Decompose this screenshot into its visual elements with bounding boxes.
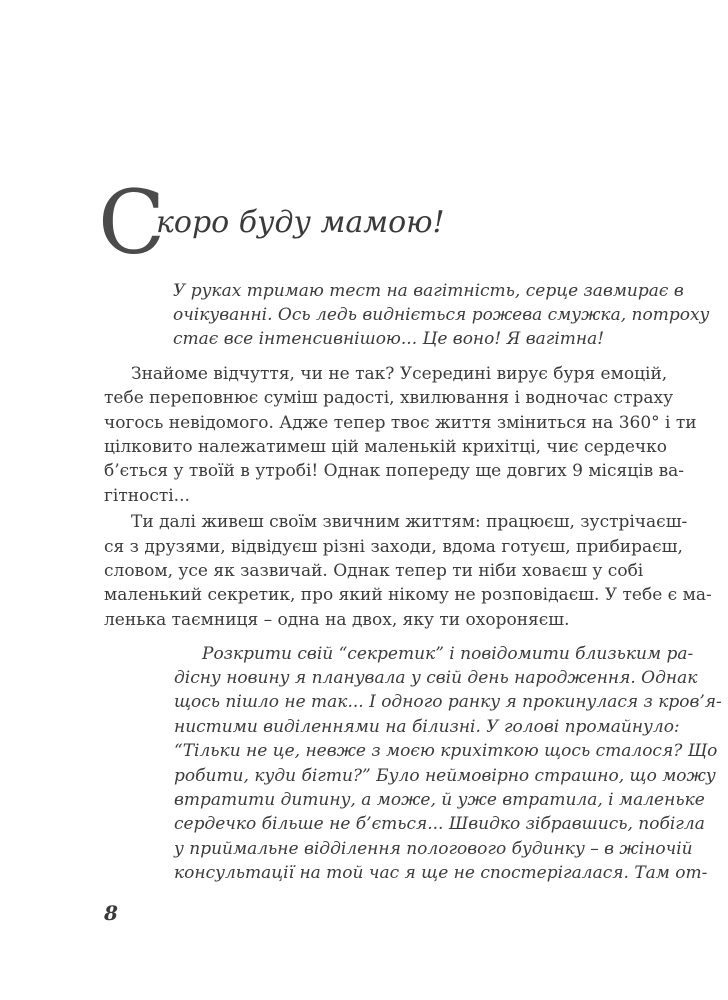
paragraph-line: Знайоме відчуття, чи не так? Усередині вирує буря емоцій, xyxy=(131,364,668,384)
paragraph-line: б’ється у твоїй в утробі! Однак попереду ще довгих 9 місяців ва- xyxy=(104,461,685,481)
paragraph-line: маленький секретик, про який нікому не розповідаєш. У тебе є ма- xyxy=(104,585,712,605)
chapter-heading xyxy=(98,171,618,274)
quote-line: сердечко більше не б’ється... Швидко зібравшись, побігла xyxy=(174,814,705,834)
quote-line: робити, куди бігти?” Було неймовірно страшно, що можу xyxy=(174,766,716,786)
quote-line: нистими виділеннями на білизні. У голові промайнуло: xyxy=(174,717,680,737)
heading-drop-cap: С xyxy=(98,171,166,274)
quote-line: втратити дитину, а може, й уже втратила, і маленьке xyxy=(174,790,705,810)
paragraph-line: Ти далі живеш своїм звичним життям: працюєш, зустрічаєш- xyxy=(131,512,688,532)
quote-line: консультації на той час я ще не спостерігалася. Там от- xyxy=(174,863,708,883)
quote-line: у приймальне відділення пологового будинку – в жіночій xyxy=(174,839,693,859)
heading-text: коро буду мамою! xyxy=(156,205,445,240)
quote-line: щось пішло не так... І одного ранку я прокинулася з кров’я- xyxy=(174,692,722,712)
quote-line: дісну новину я планувала у свій день народження. Однак xyxy=(174,668,698,688)
quote-line: “Тільки не це, невже з моєю крихіткою щось сталося? Що xyxy=(174,741,718,761)
paragraph-line: чогось невідомого. Адже тепер твоє життя зміниться на 360° і ти xyxy=(104,413,697,433)
epigraph-line: очікуванні. Ось ледь видніється рожева смужка, потроху xyxy=(173,305,710,325)
paragraph-line: ся з друзями, відвідуєш різні заходи, вдома готуєш, прибираєш, xyxy=(104,537,683,557)
quote-line: Розкрити свій “секретик” і повідомити близьким ра- xyxy=(202,644,694,664)
paragraph-line: гітності... xyxy=(104,486,190,506)
paragraph-line: тебе переповнює суміш радості, хвилювання і водночас страху xyxy=(104,388,674,408)
epigraph-line: У руках тримаю тест на вагітність, серце завмирає в xyxy=(173,281,684,301)
paragraph-line: цілковито належатимеш цій маленькій крихітці, чиє сердечко xyxy=(104,437,668,457)
epigraph-line: стає все інтенсивнішою... Це воно! Я вагітна! xyxy=(173,329,605,349)
paragraph-line: словом, усе як зазвичай. Однак тепер ти ніби ховаєш у собі xyxy=(104,561,644,581)
paragraph-line: ленька таємниця – одна на двох, яку ти охороняєш. xyxy=(104,610,570,630)
page-number: 8 xyxy=(104,901,118,925)
